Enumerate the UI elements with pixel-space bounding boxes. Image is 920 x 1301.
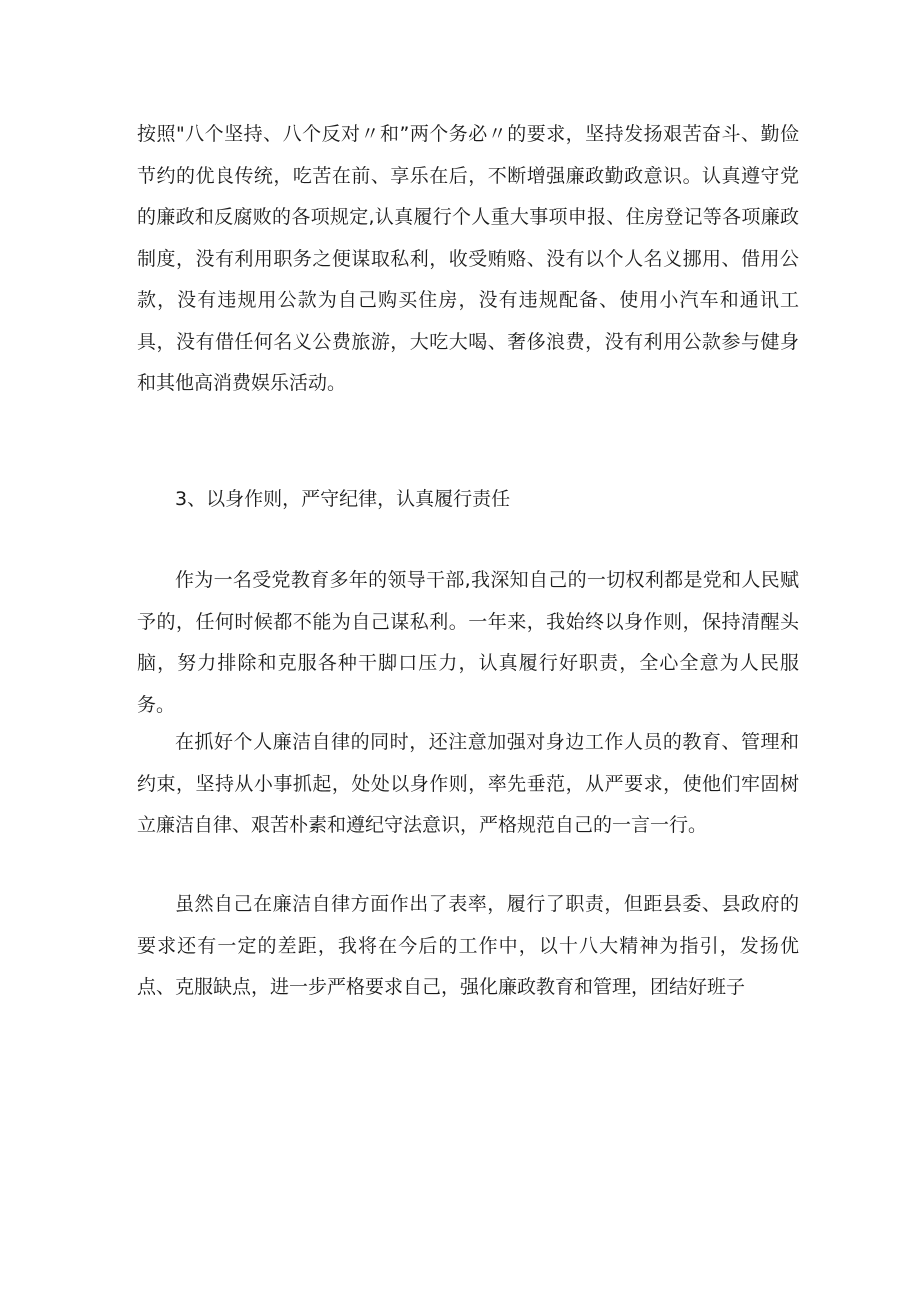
section-heading: 3、以身作则，严守纪律，认真履行责任 — [175, 488, 511, 510]
paragraph-conclusion: 虽然自己在廉洁自律方面作出了表率，履行了职责，但距县委、县政府的要求还有一定的差距，我将在今后的工作中，以十八大精神为指引，发扬优点、克服缺点，进一步严格要求自己，强化廉政教育和管理，团结好班子 — [137, 893, 799, 998]
paragraph-discipline: 按照"八个坚持、八个反对〃和”两个务必〃的要求，坚持发扬艰苦奋斗、勤俭节约的优良传统，吃苦在前、享乐在后，不断增强廉政勤政意识。认真遵守党的廉政和反腐败的各项规定,认真履行个人重大事项申报、住房登记等各项廉政制度，没有利用职务之便谋取私利，收受贿赂、没有以个人名义挪用、借用公款，没有违规用公款为自己购买住房，没有违规配备、使用小汽车和通讯工具，没有借任何名义公费旅游，大吃大喝、奢侈浪费，没有利用公款参与健身和其他高消费娱乐活动。 — [137, 123, 799, 394]
paragraph-staff-management: 在抓好个人廉洁自律的同时，还注意加强对身边工作人员的教育、管理和约束，坚持从小事抓起，处处以身作则，率先垂范，从严要求，使他们牢固树立廉洁自律、艰苦朴素和遵纪守法意识，严格规范自己的一言一行。 — [137, 731, 799, 836]
paragraph-leadership: 作为一名受党教育多年的领导干部,我深知自己的一切权利都是党和人民赋予的，任何时候都不能为自己谋私利。一年来，我始终以身作则，保持清醒头脑，努力排除和克服各种干脚口压力，认真履行好职责，全心全意为人民服务。 — [137, 569, 799, 716]
